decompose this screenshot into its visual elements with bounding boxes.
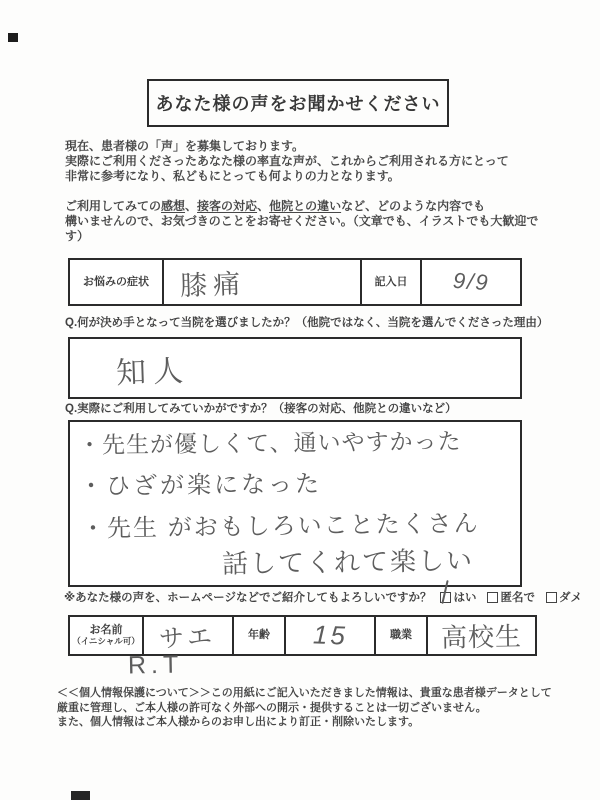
consent-option-label: はい bbox=[453, 592, 477, 604]
scan-artifact-bottom bbox=[71, 791, 90, 800]
checkbox-no bbox=[546, 592, 557, 603]
checkbox-anonymous bbox=[487, 592, 498, 603]
consent-question: ※あなた様の声を、ホームページなどでご紹介してもよろしいですか？ bbox=[64, 592, 432, 604]
page-title: あなた様の声をお聞かせください bbox=[155, 94, 441, 114]
intro-line: 構いませんので、お気づきのことをお寄せください。（文章でも、イラストでも大歓迎です） bbox=[65, 214, 539, 243]
consent-option-label: 匿名で bbox=[500, 592, 535, 604]
date-label: 記入日 bbox=[360, 260, 422, 304]
scan-artifact-top-left bbox=[8, 33, 18, 42]
consent-line bbox=[64, 589, 582, 605]
age-value-cell bbox=[286, 617, 376, 654]
consent-option-no bbox=[546, 589, 582, 605]
consent-option-label: ダメ bbox=[558, 592, 582, 604]
symptom-label: お悩みの症状 bbox=[70, 260, 164, 304]
handwritten-initials: R.T bbox=[127, 650, 184, 680]
question-1: Q.何が決め手となって当院を選びましたか？（他院ではなく、当院を選んでくださった理由） bbox=[65, 317, 549, 329]
handwritten-comment-1: ・先生が優しくて、通いやすかった bbox=[77, 427, 462, 459]
consent-option-yes bbox=[440, 589, 476, 605]
intro-paragraph-1 bbox=[65, 139, 550, 184]
age-label: 年齢 bbox=[234, 617, 286, 654]
handwritten-comment-3: ・先生 がおもしろいことたくさん bbox=[80, 510, 480, 543]
intro-segment: ご利用してみての bbox=[65, 199, 162, 213]
symptom-value-cell bbox=[164, 260, 360, 304]
handwritten-job: 高校生 bbox=[440, 621, 523, 653]
intro-line: 実際にご利用くださったあなた様の率直な声が、これからご利用される方にとって bbox=[65, 154, 509, 168]
name-label: お名前 bbox=[89, 624, 123, 636]
privacy-line: ＜＜個人情報保護について＞＞この用紙にご記入いただきました情報は、貴重な患者様データとして bbox=[57, 687, 552, 699]
handwritten-age: 15 bbox=[312, 619, 348, 651]
handwritten-date: 9/9 bbox=[451, 267, 491, 296]
intro-line bbox=[65, 199, 550, 214]
intro-line: 非常に参考になり、私どもにとっても何よりの力となります。 bbox=[65, 169, 400, 183]
job-value-cell bbox=[428, 617, 535, 654]
intro-segment: 、 bbox=[185, 199, 198, 213]
question-2: Q.実際にご利用してみていかがですか？（接客の対応、他院との違いなど） bbox=[65, 403, 457, 415]
handwritten-name: サエ bbox=[158, 622, 218, 653]
privacy-line: 厳重に管理し、ご本人様の許可なく外部への開示・提供することは一切ございません。 bbox=[57, 701, 487, 714]
name-value-cell bbox=[144, 617, 234, 654]
job-label: 職業 bbox=[376, 617, 428, 654]
intro-segment-underlined: 感想 bbox=[161, 199, 186, 213]
date-value-cell bbox=[422, 260, 520, 304]
privacy-notice bbox=[57, 686, 557, 730]
intro-segment-underlined: 他院との違い bbox=[269, 199, 342, 213]
intro-segment: など、どのような内容でも bbox=[341, 199, 486, 213]
profile-table bbox=[68, 615, 537, 656]
privacy-line: また、個人情報はご本人様からのお申し出により訂正・削除いたします。 bbox=[57, 716, 420, 728]
handwritten-comment-2: ・ひざが楽になった bbox=[78, 470, 323, 501]
intro-segment: 、 bbox=[257, 199, 270, 213]
symptom-date-table bbox=[68, 258, 522, 306]
name-label-cell bbox=[70, 617, 144, 654]
handwritten-answer-1: 知人 bbox=[115, 354, 191, 391]
intro-paragraph-2 bbox=[65, 199, 550, 244]
consent-option-anonymous bbox=[487, 589, 535, 605]
checkbox-yes bbox=[440, 592, 451, 603]
name-label-sub: （イニシャル可） bbox=[72, 636, 140, 646]
answer-box-2 bbox=[68, 420, 522, 587]
handwritten-comment-4: 話してくれて楽しい bbox=[221, 545, 475, 579]
intro-segment-underlined: 接客の対応 bbox=[197, 199, 258, 213]
intro-line: 現在、患者様の「声」を募集しております。 bbox=[65, 139, 305, 153]
form-title-box bbox=[147, 79, 449, 127]
answer-box-1 bbox=[68, 337, 522, 399]
handwritten-symptom: 膝痛 bbox=[179, 268, 247, 301]
